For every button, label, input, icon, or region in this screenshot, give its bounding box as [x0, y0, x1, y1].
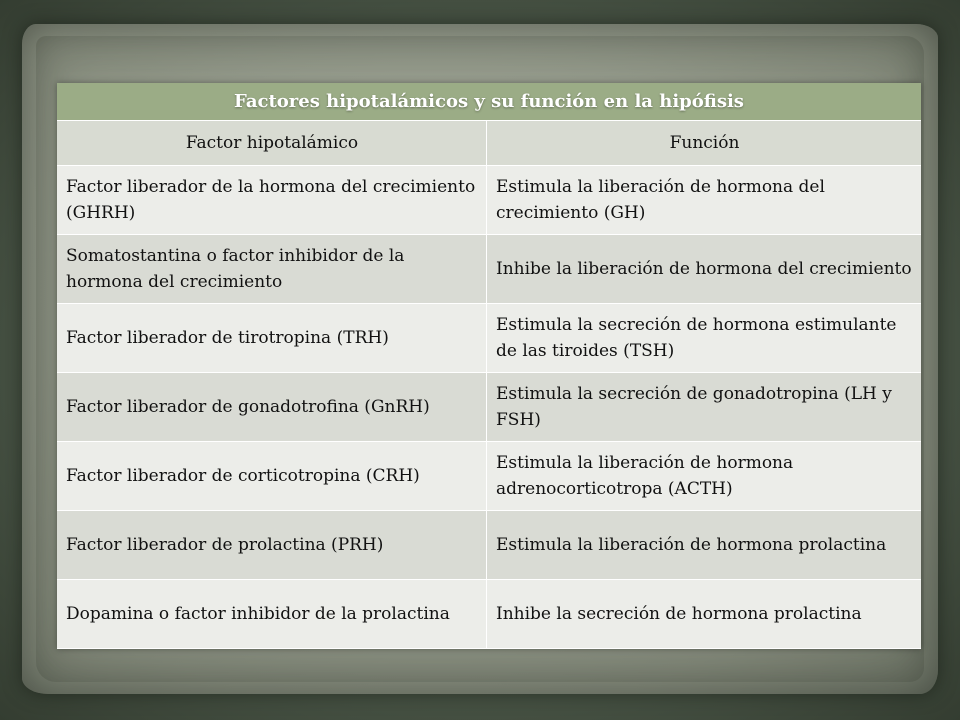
table-row — [57, 442, 921, 511]
column-header-funcion: Función — [487, 121, 922, 166]
table-row — [57, 511, 921, 580]
factor-cell: Factor liberador de gonadotrofina (GnRH) — [57, 373, 487, 442]
funcion-cell: Inhibe la secreción de hormona prolactina — [487, 580, 922, 649]
funcion-cell: Inhibe la liberación de hormona del crecimiento — [487, 235, 922, 304]
funcion-cell: Estimula la liberación de hormona prolactina — [487, 511, 922, 580]
column-header-factor: Factor hipotalámico — [57, 121, 487, 166]
factor-cell: Factor liberador de la hormona del crecimiento (GHRH) — [57, 166, 487, 235]
funcion-cell: Estimula la liberación de hormona del crecimiento (GH) — [487, 166, 922, 235]
funcion-cell: Estimula la secreción de hormona estimulante de las tiroides (TSH) — [487, 304, 922, 373]
table-row — [57, 235, 921, 304]
factor-cell: Somatostantina o factor inhibidor de la hormona del crecimiento — [57, 235, 487, 304]
hypothalamic-factors-table — [57, 83, 921, 649]
funcion-cell: Estimula la liberación de hormona adrenocorticotropa (ACTH) — [487, 442, 922, 511]
table-row — [57, 166, 921, 235]
table-row — [57, 373, 921, 442]
factor-cell: Dopamina o factor inhibidor de la prolactina — [57, 580, 487, 649]
funcion-cell: Estimula la secreción de gonadotropina (LH y FSH) — [487, 373, 922, 442]
table-row — [57, 304, 921, 373]
factor-cell: Factor liberador de corticotropina (CRH) — [57, 442, 487, 511]
table-row — [57, 580, 921, 649]
table-title: Factores hipotalámicos y su función en la hipófisis — [57, 83, 921, 121]
factor-cell: Factor liberador de prolactina (PRH) — [57, 511, 487, 580]
table-title-row — [57, 83, 921, 121]
factor-cell: Factor liberador de tirotropina (TRH) — [57, 304, 487, 373]
table-header-row — [57, 121, 921, 166]
